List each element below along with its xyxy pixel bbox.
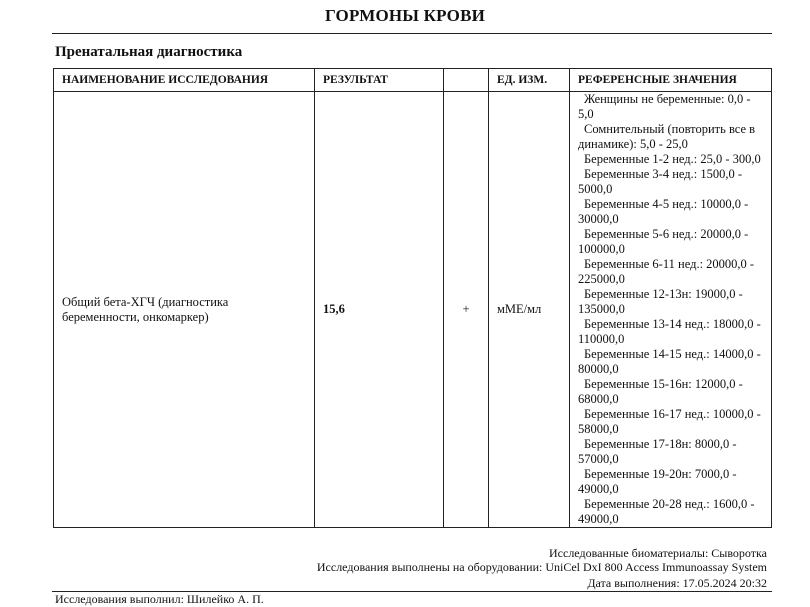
section-title: Пренатальная диагностика [55,44,243,60]
performer-line: Исследования выполнил: Шилейко А. П. [55,592,264,606]
table-row [54,92,772,528]
equipment-note: Исследования выполнены на оборудовании: UniCel DxI 800 Access Immunoassay System [316,560,767,574]
header-name: НАИМЕНОВАНИЕ ИССЛЕДОВАНИЯ [54,69,315,92]
reference-line: Беременные 19-20н: 7000,0 - 49000,0 [578,467,737,496]
reference-line: Беременные 17-18н: 8000,0 - 57000,0 [578,437,737,466]
header-result: РЕЗУЛЬТАТ [315,69,444,92]
test-result: 15,6 [315,92,444,528]
test-unit: мМЕ/мл [489,92,570,528]
table-header-row [54,69,772,92]
reference-line: Беременные 20-28 нед.: 1600,0 - 49000,0 [578,497,755,526]
result-flag: + [444,92,489,528]
reference-line: Беременные 6-11 нед.: 20000,0 - 225000,0 [578,257,755,286]
reference-line: Беременные 5-6 нед.: 20000,0 - 100000,0 [578,227,749,256]
reference-line: Беременные 16-17 нед.: 10000,0 - 58000,0 [578,407,761,436]
reference-line: Беременные 4-5 нед.: 10000,0 - 30000,0 [578,197,749,226]
title-divider [52,33,772,34]
results-table [53,68,772,528]
reference-values [570,92,772,528]
header-unit: ЕД. ИЗМ. [489,69,570,92]
reference-line: Беременные 3-4 нед.: 1500,0 - 5000,0 [578,167,743,196]
reference-line: Сомнительный (повторить все в динамике): 5,0 - 25,0 [578,122,756,151]
completion-date: Дата выполнения: 17.05.2024 20:32 [587,576,767,590]
reference-line: Беременные 15-16н: 12000,0 - 68000,0 [578,377,743,406]
header-reference: РЕФЕРЕНСНЫЕ ЗНАЧЕНИЯ [570,69,772,92]
reference-line: Беременные 14-15 нед.: 14000,0 - 80000,0 [578,347,761,376]
page-title: ГОРМОНЫ КРОВИ [324,6,486,25]
header-flag [444,69,489,92]
biomaterial-note: Исследованные биоматериалы: Сыворотка [549,546,767,560]
reference-line: Беременные 13-14 нед.: 18000,0 - 110000,0 [578,317,761,346]
test-name: Общий бета-ХГЧ (диагностика беременности, онкомаркер) [54,92,315,528]
reference-line: Беременные 12-13н: 19000,0 - 135000,0 [578,287,743,316]
reference-line: Женщины не беременные: 0,0 - 5,0 [578,92,751,121]
reference-line: Беременные 1-2 нед.: 25,0 - 300,0 [584,152,761,166]
